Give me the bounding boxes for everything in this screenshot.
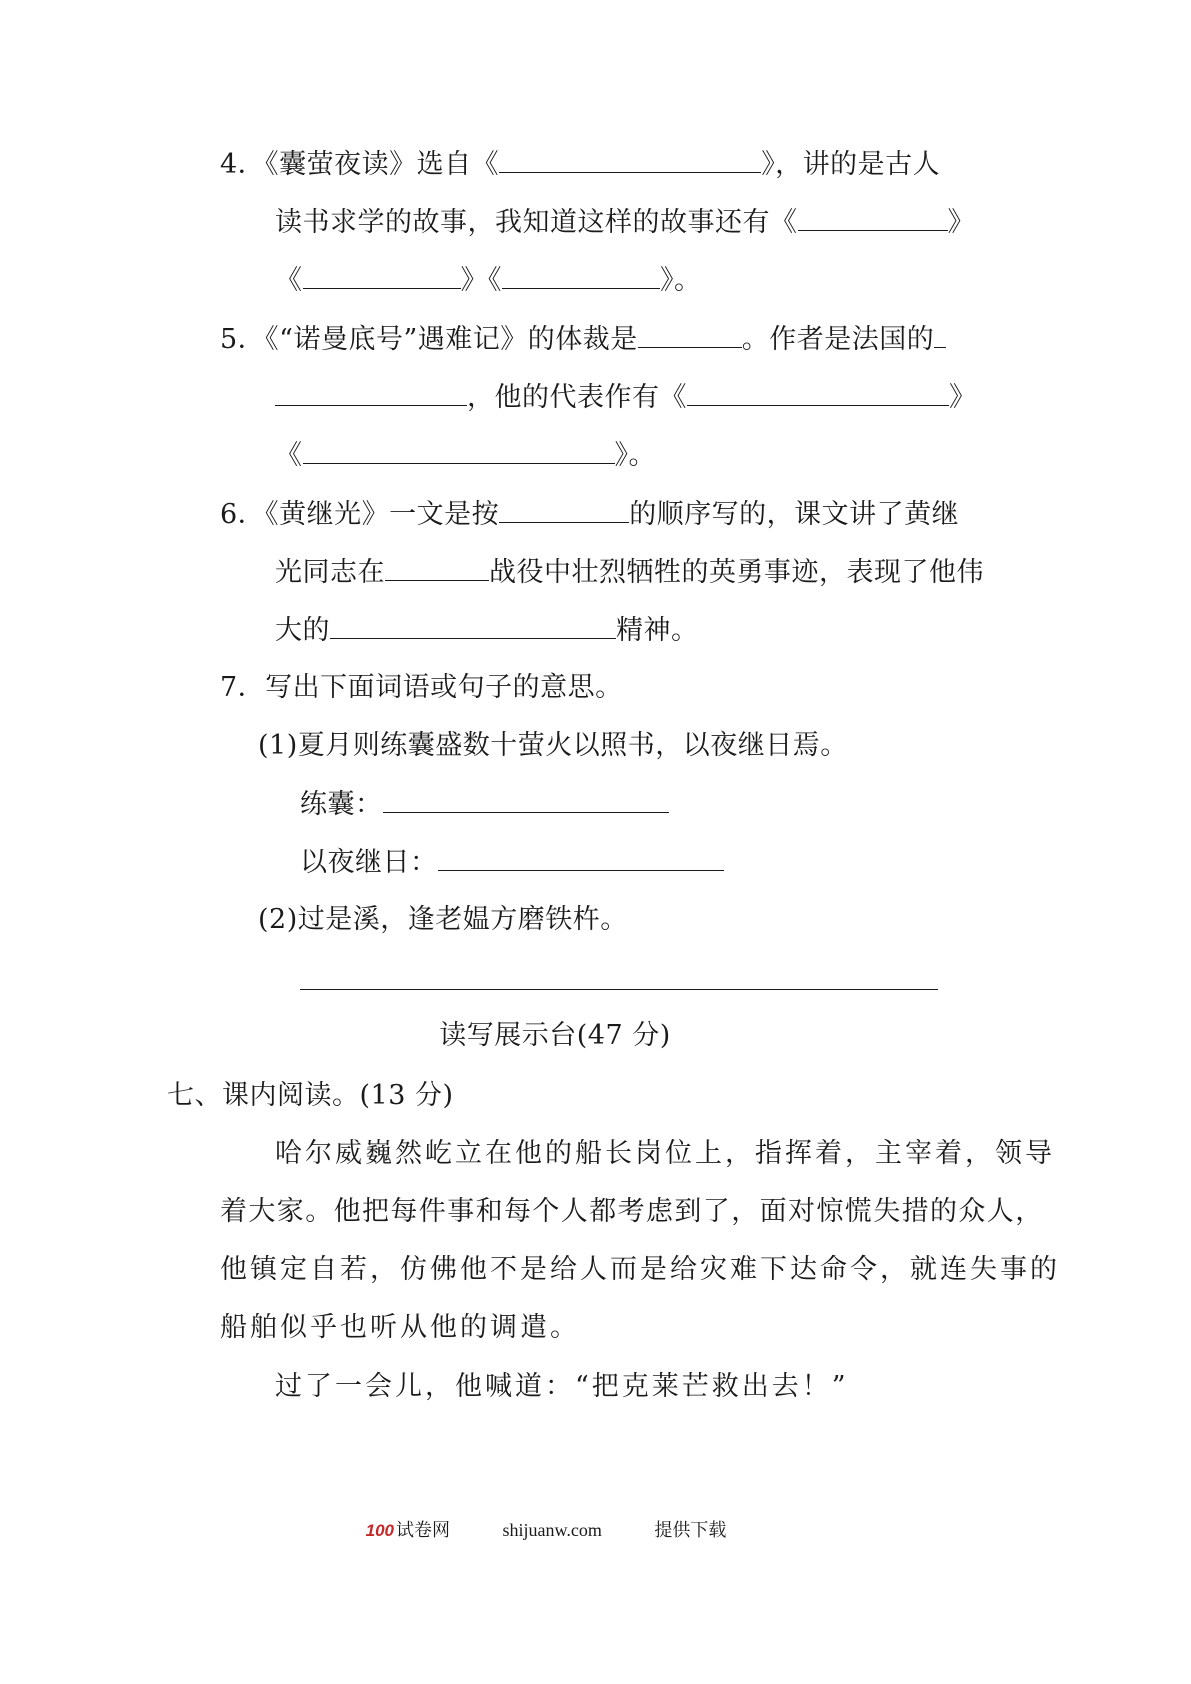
q5-line-3 [275, 437, 656, 474]
q7-sub-2 [258, 902, 628, 938]
q4-blank-story-2[interactable] [303, 262, 461, 289]
q4-blank-source[interactable] [499, 146, 761, 173]
q5-bracket-end: 》。 [614, 440, 656, 471]
q5-text-2: ，他的代表作有《 [467, 382, 687, 413]
q4-bracket-close: 》。 [660, 265, 702, 296]
q4-blank-story-3[interactable] [502, 262, 660, 289]
q6-text-3-post: 精神。 [616, 615, 699, 646]
q7-sub-1-text: (1)夏月则练囊盛数十萤火以照书，以夜继日焉。 [258, 730, 848, 761]
q4-bracket-open: 《 [275, 265, 303, 296]
q7-term-2-label: 以夜继日： [300, 847, 438, 878]
q6-line-1 [220, 496, 959, 533]
q6-blank-spirit[interactable] [330, 612, 616, 639]
q7-answer-line[interactable] [300, 989, 938, 990]
footer-note: 提供下载 [654, 1520, 727, 1540]
reading-line-2 [220, 1194, 1044, 1230]
q7-blank-term-2[interactable] [438, 844, 724, 871]
q5-line-2 [275, 379, 977, 416]
q6-blank-battle[interactable] [385, 554, 489, 581]
q7-term-1 [300, 786, 669, 823]
q4-text-2: 读书求学的故事，我知道这样的故事还有《 [275, 207, 798, 238]
reading-text-4: 船舶似乎也听从他的调遣。 [220, 1312, 580, 1343]
q7-term-1-label: 练囊： [300, 789, 383, 820]
q4-text-2-post: 》 [947, 207, 975, 238]
section-title-text: 读写展示台(47 分) [439, 1020, 671, 1051]
q6-text-post: 的顺序写的，课文讲了黄继 [629, 499, 960, 530]
q4-line-2 [275, 204, 975, 241]
footer-logo-text: 试卷网 [396, 1520, 451, 1540]
q5-text-post: 。作者是法国的 [741, 324, 935, 355]
q7-blank-term-1[interactable] [383, 786, 669, 813]
q7-sub-1 [258, 728, 848, 764]
reading-line-4 [220, 1310, 580, 1346]
q5-blank-author[interactable] [275, 379, 467, 406]
part7-heading-text: 七、课内阅读。(13 分) [167, 1080, 454, 1111]
q4-blank-story-1[interactable] [798, 204, 948, 231]
q4-line-1 [220, 146, 940, 183]
q5-blank-work-1[interactable] [687, 379, 949, 406]
q7-term-2 [300, 844, 724, 881]
q6-text-2-post: 战役中壮烈牺牲的英勇事迹，表现了他伟 [489, 557, 984, 588]
site-logo-icon: 100 [365, 1521, 395, 1540]
part7-heading [167, 1078, 454, 1114]
reading-text-5: 过了一会儿，他喊道：“把克莱芒救出去！” [275, 1371, 849, 1402]
reading-text-1: 哈尔威巍然屹立在他的船长岗位上，指挥着，主宰着，领导 [275, 1138, 1055, 1169]
q6-text-2: 光同志在 [275, 557, 385, 588]
q6-line-2 [275, 554, 984, 591]
q5-bracket-close: 》 [949, 382, 977, 413]
q5-blank-genre[interactable] [638, 321, 742, 348]
footer-site[interactable]: shijuanw.com [502, 1520, 602, 1540]
reading-text-3: 他镇定自若，仿佛他不是给人而是给灾难下达命令，就连失事的 [220, 1254, 1060, 1285]
q4-text: 4．《囊萤夜读》选自《 [220, 149, 500, 180]
q5-blank-author-start[interactable] [934, 321, 946, 348]
q6-blank-order[interactable] [499, 496, 629, 523]
reading-text-2: 着大家。他把每件事和每个人都考虑到了，面对惊慌失措的众人， [220, 1196, 1044, 1227]
q4-bracket-mid: 》《 [460, 265, 502, 296]
q5-blank-work-2[interactable] [303, 437, 615, 464]
q7-prompt [220, 670, 623, 706]
footer [0, 1518, 1110, 1543]
q6-line-3 [275, 612, 699, 649]
reading-line-3 [220, 1252, 1060, 1288]
q6-text: 6．《黄继光》一文是按 [220, 499, 500, 530]
q6-text-3: 大的 [275, 615, 330, 646]
reading-line-1 [275, 1136, 1055, 1172]
q5-text: 5．《“诺曼底号”遇难记》的体裁是 [220, 324, 638, 355]
section-title [0, 1018, 1110, 1054]
q7-sub-2-text: (2)过是溪，逢老媪方磨铁杵。 [258, 904, 628, 935]
q5-line-1 [220, 321, 946, 358]
q7-prompt-text: 7．写出下面词语或句子的意思。 [220, 672, 623, 703]
reading-line-5 [275, 1369, 849, 1405]
q4-line-3 [275, 262, 702, 299]
q4-text-post: 》，讲的是古人 [761, 149, 941, 180]
q5-bracket-open: 《 [275, 440, 303, 471]
